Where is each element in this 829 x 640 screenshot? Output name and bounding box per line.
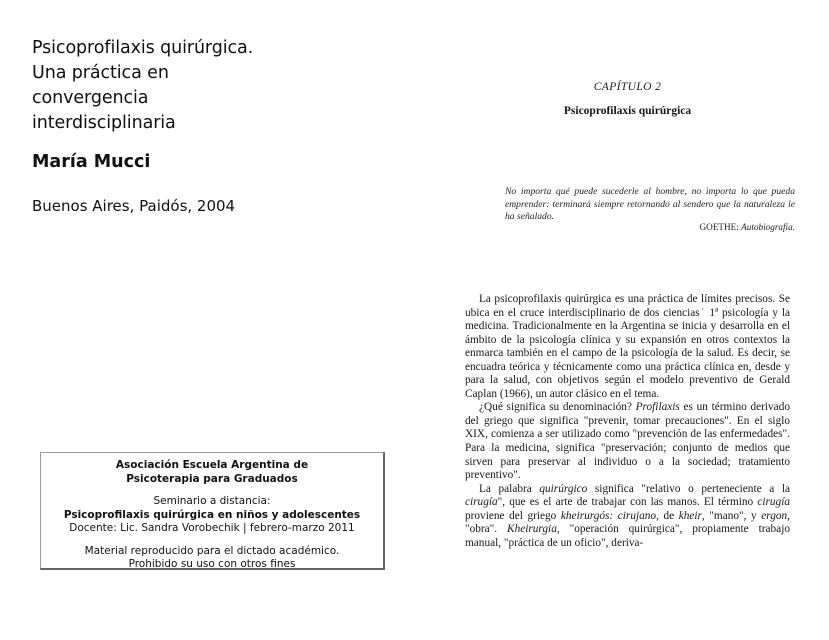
epigraph-work: Autobiografía.: [741, 222, 795, 232]
book-author: María Mucci: [32, 152, 151, 172]
notice-spacer-1: [49, 486, 375, 495]
notice-spacer-2: [49, 536, 375, 545]
notice-seminar-label: Seminario a distancia:: [153, 495, 271, 507]
book-title-line-1: Psicoprofilaxis quirúrgica.: [32, 38, 254, 58]
course-notice-box: [40, 452, 385, 570]
book-title-line-4: interdisciplinaria: [32, 113, 176, 133]
chapter-paragraph-1: La psicoprofilaxis quirúrgica es una práctica de límites precisos. Se ubica en el cruce interdisciplinario de dos ciencias˙ 1ª psicología y la medicina. Tradicionalmente en la Argentina se inicia y desarrolla en el ámbito de la psicología clínica y su expansión en otros contextos la enmarca también en el campo de la psicología de la salud. Es decir, se encuadra teórica y técnicamente como una práctica clínica en, desde y para la salud, con objetivos según el modelo preventivo de Gerald Caplan (1966), un autor clásico en el tema.: [465, 293, 790, 400]
notice-teacher-line: Docente: Lic. Sandra Vorobechik | febrero-marzo 2011: [69, 522, 355, 534]
chapter-page-pane: [430, 0, 829, 640]
book-title-line-2: Una práctica en: [32, 63, 169, 83]
book-title: [32, 36, 322, 136]
chapter-body-text: [465, 293, 790, 550]
notice-org-line-1: Asociación Escuela Argentina de: [115, 459, 309, 471]
epigraph-author: GOETHE:: [699, 222, 739, 232]
notice-usage-line-2: Prohibido su uso con otros fines: [128, 558, 296, 570]
notice-usage-line-1: Material reproducido para el dictado académico.: [84, 544, 340, 557]
chapter-title: Psicoprofilaxis quirúrgica: [563, 105, 692, 117]
chapter-paragraph-3: La palabra quirúrgico significa "relativo o perteneciente a la cirugía", que es el arte de trabajar con las manos. El término cirugía proviene del griego kheirurgós: cirujano, de kheir, "mano", y ergon, "obra". Kheirurgia, "operación quirúrgica", propiamente trabajo manual, "práctica de un oficio", deriva-: [465, 482, 790, 549]
chapter-paragraph-2: ¿Qué significa su denominación? Profilaxis es un término derivado del griego que significa "prevenir, tomar precauciones". En el siglo XIX, comienza a ser utilizado como "prevención de las enfermedades". Para la medicina, significa "preservación; conjunto de medios que sirven para preservar al individuo o a la sociedad; tratamiento preventivo".: [465, 401, 790, 482]
chapter-epigraph: No importa qué puede sucederle al hombre, no importa lo que pueda emprender: terminará siempre retornando al sendero que la naturaleza le ha señalado.: [505, 186, 795, 223]
book-imprint: Buenos Aires, Paidós, 2004: [32, 197, 236, 215]
chapter-epigraph-source: [505, 222, 795, 232]
notice-seminar-title: Psicoprofilaxis quirúrgica en niños y adolescentes: [63, 508, 361, 521]
notice-org-line-2: Psicoterapia para Graduados: [126, 472, 298, 485]
book-title-line-3: convergencia: [32, 88, 149, 108]
chapter-number-label: CAPÍTULO 2: [593, 81, 662, 93]
